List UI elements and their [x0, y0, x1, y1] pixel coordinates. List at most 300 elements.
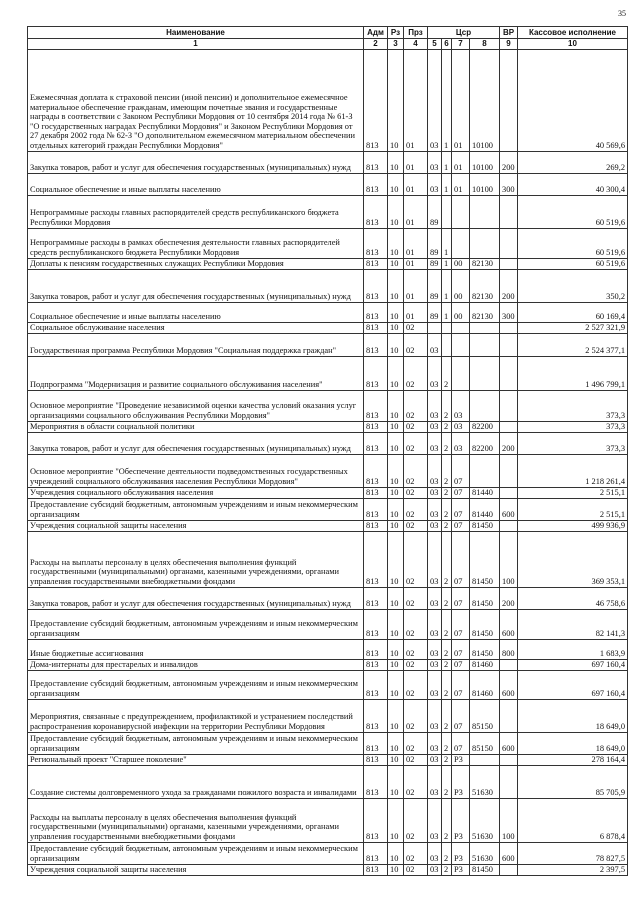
vr-cell	[500, 258, 518, 269]
table-row	[28, 258, 628, 269]
vr-cell	[500, 487, 518, 498]
csr-direction-cell: 82130	[470, 269, 500, 302]
page-number: 35	[618, 9, 626, 18]
csr-event-cell: 00	[452, 258, 470, 269]
csr-program-cell: 89	[428, 269, 442, 302]
table-row	[28, 333, 628, 356]
adm-cell: 813	[364, 520, 388, 531]
csr-direction-cell: 82200	[470, 421, 500, 432]
csr-event-cell: P3	[452, 842, 470, 864]
csr-subprogram-cell	[442, 333, 452, 356]
amount-cell: 40 569,6	[518, 49, 628, 151]
column-number: 6	[442, 39, 452, 50]
rz-cell: 10	[388, 269, 404, 302]
table-row	[28, 269, 628, 302]
prz-cell: 02	[404, 333, 428, 356]
vr-cell: 800	[500, 639, 518, 659]
prz-cell: 02	[404, 498, 428, 520]
adm-cell: 813	[364, 421, 388, 432]
vr-cell: 600	[500, 609, 518, 639]
csr-direction-cell: 10100	[470, 173, 500, 195]
prz-cell: 02	[404, 659, 428, 670]
csr-subprogram-cell: 2	[442, 454, 452, 487]
csr-direction-cell: 81450	[470, 531, 500, 587]
amount-cell: 60 169,4	[518, 302, 628, 322]
table-row	[28, 732, 628, 754]
table-row	[28, 390, 628, 421]
row-name-cell: Иные бюджетные ассигнования	[28, 639, 364, 659]
csr-subprogram-cell	[442, 322, 452, 333]
header-adm: Адм	[364, 27, 388, 39]
csr-direction-cell	[470, 454, 500, 487]
prz-cell: 01	[404, 258, 428, 269]
csr-program-cell: 03	[428, 670, 442, 699]
table-row	[28, 151, 628, 173]
row-name-cell: Государственная программа Республики Мордовия "Социальная поддержка граждан"	[28, 333, 364, 356]
rz-cell: 10	[388, 659, 404, 670]
rz-cell: 10	[388, 49, 404, 151]
row-name-cell: Закупка товаров, работ и услуг для обеспечения государственных (муниципальных) нужд	[28, 432, 364, 454]
adm-cell: 813	[364, 732, 388, 754]
vr-cell	[500, 699, 518, 732]
amount-cell: 2 524 377,1	[518, 333, 628, 356]
csr-direction-cell: 51630	[470, 765, 500, 798]
table-body	[28, 49, 628, 875]
row-name-cell: Предоставление субсидий бюджетным, автономным учреждениям и иным некоммерческим организациям	[28, 670, 364, 699]
prz-cell: 02	[404, 487, 428, 498]
prz-cell: 01	[404, 49, 428, 151]
csr-program-cell: 03	[428, 49, 442, 151]
amount-cell: 697 160,4	[518, 670, 628, 699]
adm-cell: 813	[364, 432, 388, 454]
row-name-cell: Закупка товаров, работ и услуг для обеспечения государственных (муниципальных) нужд	[28, 269, 364, 302]
vr-cell	[500, 333, 518, 356]
csr-event-cell: 01	[452, 49, 470, 151]
adm-cell: 813	[364, 258, 388, 269]
table-row	[28, 454, 628, 487]
column-number-row	[28, 39, 628, 50]
adm-cell: 813	[364, 356, 388, 390]
rz-cell: 10	[388, 520, 404, 531]
prz-cell: 02	[404, 520, 428, 531]
csr-program-cell: 03	[428, 699, 442, 732]
table-row	[28, 765, 628, 798]
csr-direction-cell: 81440	[470, 498, 500, 520]
row-name-cell: Предоставление субсидий бюджетным, автономным учреждениям и иным некоммерческим организациям	[28, 732, 364, 754]
csr-direction-cell: 10100	[470, 151, 500, 173]
vr-cell	[500, 454, 518, 487]
rz-cell: 10	[388, 670, 404, 699]
header-amount: Кассовое исполнение	[518, 27, 628, 39]
row-name-cell: Предоставление субсидий бюджетным, автономным учреждениям и иным некоммерческим организациям	[28, 609, 364, 639]
csr-event-cell: P3	[452, 798, 470, 842]
csr-program-cell: 03	[428, 356, 442, 390]
amount-cell: 85 705,9	[518, 765, 628, 798]
csr-event-cell	[452, 333, 470, 356]
csr-direction-cell: 51630	[470, 842, 500, 864]
csr-subprogram-cell: 2	[442, 520, 452, 531]
adm-cell: 813	[364, 302, 388, 322]
prz-cell: 02	[404, 609, 428, 639]
vr-cell	[500, 864, 518, 875]
vr-cell	[500, 421, 518, 432]
csr-program-cell: 03	[428, 765, 442, 798]
table-row	[28, 173, 628, 195]
row-name-cell: Учреждения социального обслуживания населения	[28, 487, 364, 498]
rz-cell: 10	[388, 432, 404, 454]
csr-event-cell: 07	[452, 531, 470, 587]
adm-cell: 813	[364, 864, 388, 875]
csr-program-cell: 03	[428, 639, 442, 659]
prz-cell: 02	[404, 587, 428, 609]
csr-direction-cell: 81450	[470, 587, 500, 609]
csr-event-cell: 07	[452, 609, 470, 639]
vr-cell: 200	[500, 587, 518, 609]
rz-cell: 10	[388, 699, 404, 732]
csr-event-cell: 07	[452, 487, 470, 498]
csr-event-cell	[452, 195, 470, 228]
csr-direction-cell: 82130	[470, 302, 500, 322]
table-row	[28, 659, 628, 670]
amount-cell: 278 164,4	[518, 754, 628, 765]
row-name-cell: Социальное обеспечение и иные выплаты населению	[28, 302, 364, 322]
csr-event-cell: 07	[452, 732, 470, 754]
header-csr: Цср	[428, 27, 500, 39]
vr-cell	[500, 322, 518, 333]
csr-direction-cell: 51630	[470, 798, 500, 842]
csr-direction-cell	[470, 322, 500, 333]
adm-cell: 813	[364, 754, 388, 765]
amount-cell: 369 353,1	[518, 531, 628, 587]
header-rz: Рз	[388, 27, 404, 39]
csr-program-cell: 03	[428, 842, 442, 864]
csr-program-cell: 89	[428, 228, 442, 258]
csr-event-cell: 07	[452, 639, 470, 659]
csr-subprogram-cell: 1	[442, 151, 452, 173]
vr-cell	[500, 754, 518, 765]
rz-cell: 10	[388, 322, 404, 333]
vr-cell	[500, 659, 518, 670]
csr-program-cell: 03	[428, 421, 442, 432]
csr-direction-cell: 82130	[470, 258, 500, 269]
amount-cell: 2 527 321,9	[518, 322, 628, 333]
csr-subprogram-cell: 2	[442, 498, 452, 520]
prz-cell: 02	[404, 842, 428, 864]
rz-cell: 10	[388, 228, 404, 258]
amount-cell: 1 218 261,4	[518, 454, 628, 487]
csr-subprogram-cell: 1	[442, 49, 452, 151]
row-name-cell: Дома-интернаты для престарелых и инвалидов	[28, 659, 364, 670]
csr-subprogram-cell: 2	[442, 765, 452, 798]
vr-cell	[500, 195, 518, 228]
amount-cell: 1 683,9	[518, 639, 628, 659]
adm-cell: 813	[364, 699, 388, 732]
csr-program-cell: 03	[428, 659, 442, 670]
adm-cell: 813	[364, 487, 388, 498]
prz-cell: 02	[404, 531, 428, 587]
amount-cell: 46 758,6	[518, 587, 628, 609]
prz-cell: 01	[404, 151, 428, 173]
row-name-cell: Подпрограмма "Модернизация и развитие социального обслуживания населения"	[28, 356, 364, 390]
amount-cell: 2 515,1	[518, 498, 628, 520]
amount-cell: 697 160,4	[518, 659, 628, 670]
rz-cell: 10	[388, 173, 404, 195]
row-name-cell: Расходы на выплаты персоналу в целях обеспечения выполнения функций государственными (муниципальными) органами, казенными учреждениями, органами управления государственными внебюджетными фондами	[28, 531, 364, 587]
adm-cell: 813	[364, 531, 388, 587]
adm-cell: 813	[364, 49, 388, 151]
prz-cell: 02	[404, 322, 428, 333]
adm-cell: 813	[364, 587, 388, 609]
csr-subprogram-cell: 2	[442, 699, 452, 732]
csr-direction-cell: 81460	[470, 670, 500, 699]
csr-direction-cell: 81450	[470, 609, 500, 639]
vr-cell: 600	[500, 670, 518, 699]
csr-subprogram-cell: 2	[442, 659, 452, 670]
vr-cell: 200	[500, 432, 518, 454]
row-name-cell: Предоставление субсидий бюджетным, автономным учреждениям и иным некоммерческим организациям	[28, 498, 364, 520]
rz-cell: 10	[388, 798, 404, 842]
rz-cell: 10	[388, 498, 404, 520]
csr-event-cell: 07	[452, 498, 470, 520]
csr-subprogram-cell: 2	[442, 670, 452, 699]
csr-event-cell	[452, 356, 470, 390]
csr-program-cell: 03	[428, 173, 442, 195]
csr-direction-cell	[470, 356, 500, 390]
amount-cell: 373,3	[518, 390, 628, 421]
csr-direction-cell: 85150	[470, 699, 500, 732]
csr-event-cell: 07	[452, 587, 470, 609]
csr-event-cell: 07	[452, 454, 470, 487]
prz-cell: 01	[404, 302, 428, 322]
csr-program-cell: 03	[428, 432, 442, 454]
amount-cell: 6 878,4	[518, 798, 628, 842]
adm-cell: 813	[364, 639, 388, 659]
rz-cell: 10	[388, 390, 404, 421]
table-row	[28, 421, 628, 432]
csr-subprogram-cell: 2	[442, 798, 452, 842]
csr-program-cell: 89	[428, 302, 442, 322]
csr-subprogram-cell: 2	[442, 864, 452, 875]
table-row	[28, 49, 628, 151]
column-number: 7	[452, 39, 470, 50]
table-row	[28, 487, 628, 498]
column-number: 9	[500, 39, 518, 50]
csr-subprogram-cell: 2	[442, 432, 452, 454]
prz-cell: 02	[404, 732, 428, 754]
csr-direction-cell: 10100	[470, 49, 500, 151]
prz-cell: 02	[404, 432, 428, 454]
amount-cell: 2 515,1	[518, 487, 628, 498]
adm-cell: 813	[364, 498, 388, 520]
vr-cell: 600	[500, 732, 518, 754]
table-row	[28, 356, 628, 390]
csr-direction-cell: 81450	[470, 520, 500, 531]
table-row	[28, 670, 628, 699]
amount-cell: 18 649,0	[518, 699, 628, 732]
rz-cell: 10	[388, 639, 404, 659]
csr-event-cell: 01	[452, 151, 470, 173]
adm-cell: 813	[364, 322, 388, 333]
adm-cell: 813	[364, 670, 388, 699]
vr-cell: 200	[500, 151, 518, 173]
amount-cell: 60 519,6	[518, 258, 628, 269]
csr-event-cell	[452, 228, 470, 258]
row-name-cell: Мероприятия в области социальной политики	[28, 421, 364, 432]
amount-cell: 373,3	[518, 432, 628, 454]
csr-direction-cell: 85150	[470, 732, 500, 754]
amount-cell: 60 519,6	[518, 228, 628, 258]
table-row	[28, 228, 628, 258]
vr-cell: 200	[500, 269, 518, 302]
table-row	[28, 699, 628, 732]
amount-cell: 18 649,0	[518, 732, 628, 754]
csr-program-cell: 03	[428, 864, 442, 875]
header-name: Наименование	[28, 27, 364, 39]
rz-cell: 10	[388, 195, 404, 228]
csr-event-cell: 00	[452, 302, 470, 322]
adm-cell: 813	[364, 454, 388, 487]
amount-cell: 1 496 799,1	[518, 356, 628, 390]
csr-direction-cell	[470, 228, 500, 258]
vr-cell	[500, 356, 518, 390]
table-row	[28, 498, 628, 520]
prz-cell: 01	[404, 228, 428, 258]
prz-cell: 02	[404, 454, 428, 487]
csr-event-cell	[452, 322, 470, 333]
csr-program-cell: 03	[428, 609, 442, 639]
row-name-cell: Социальное обслуживание населения	[28, 322, 364, 333]
row-name-cell: Предоставление субсидий бюджетным, автономным учреждениям и иным некоммерческим организациям	[28, 842, 364, 864]
csr-direction-cell	[470, 195, 500, 228]
vr-cell	[500, 390, 518, 421]
rz-cell: 10	[388, 333, 404, 356]
csr-event-cell: 07	[452, 659, 470, 670]
csr-direction-cell	[470, 390, 500, 421]
column-number: 2	[364, 39, 388, 50]
amount-cell: 373,3	[518, 421, 628, 432]
table-row	[28, 520, 628, 531]
table-row	[28, 864, 628, 875]
rz-cell: 10	[388, 732, 404, 754]
rz-cell: 10	[388, 258, 404, 269]
row-name-cell: Доплаты к пенсиям государственных служащих Республики Мордовия	[28, 258, 364, 269]
csr-direction-cell: 81450	[470, 864, 500, 875]
column-number: 5	[428, 39, 442, 50]
prz-cell: 02	[404, 699, 428, 732]
csr-subprogram-cell: 2	[442, 531, 452, 587]
csr-program-cell: 03	[428, 390, 442, 421]
amount-cell: 2 397,5	[518, 864, 628, 875]
rz-cell: 10	[388, 356, 404, 390]
adm-cell: 813	[364, 842, 388, 864]
amount-cell: 60 519,6	[518, 195, 628, 228]
vr-cell	[500, 49, 518, 151]
adm-cell: 813	[364, 333, 388, 356]
csr-program-cell: 03	[428, 754, 442, 765]
csr-program-cell: 03	[428, 498, 442, 520]
csr-event-cell: P3	[452, 754, 470, 765]
csr-program-cell: 03	[428, 798, 442, 842]
csr-subprogram-cell: 2	[442, 609, 452, 639]
row-name-cell: Основное мероприятие "Обеспечение деятельности подведомственных государственных учреждений социального обслуживания населения Республики Мордовия"	[28, 454, 364, 487]
prz-cell: 02	[404, 864, 428, 875]
prz-cell: 01	[404, 269, 428, 302]
prz-cell: 02	[404, 356, 428, 390]
table-row	[28, 302, 628, 322]
rz-cell: 10	[388, 302, 404, 322]
vr-cell: 300	[500, 173, 518, 195]
row-name-cell: Непрограммные расходы в рамках обеспечения деятельности главных распорядителей средств республиканского бюджета Республики Мордовия	[28, 228, 364, 258]
adm-cell: 813	[364, 609, 388, 639]
csr-subprogram-cell: 2	[442, 754, 452, 765]
csr-direction-cell: 81450	[470, 639, 500, 659]
row-name-cell: Основное мероприятие "Проведение независимой оценки качества условий оказания услуг организациями социального обслуживания Республики Мордовия"	[28, 390, 364, 421]
rz-cell: 10	[388, 842, 404, 864]
csr-subprogram-cell: 2	[442, 639, 452, 659]
csr-program-cell: 03	[428, 531, 442, 587]
row-name-cell: Непрограммные расходы главных распорядителей средств республиканского бюджета Республики Мордовия	[28, 195, 364, 228]
row-name-cell: Региональный проект "Старшее поколение"	[28, 754, 364, 765]
rz-cell: 10	[388, 587, 404, 609]
amount-cell: 350,2	[518, 269, 628, 302]
row-name-cell: Расходы на выплаты персоналу в целях обеспечения выполнения функций государственными (муниципальными) органами, казенными учреждениями, органами управления государственными внебюджетными фондами	[28, 798, 364, 842]
csr-event-cell: 07	[452, 699, 470, 732]
csr-program-cell: 03	[428, 487, 442, 498]
adm-cell: 813	[364, 228, 388, 258]
column-number: 3	[388, 39, 404, 50]
csr-subprogram-cell: 2	[442, 487, 452, 498]
prz-cell: 01	[404, 195, 428, 228]
prz-cell: 02	[404, 798, 428, 842]
amount-cell: 499 936,9	[518, 520, 628, 531]
csr-subprogram-cell: 1	[442, 302, 452, 322]
vr-cell: 600	[500, 842, 518, 864]
table-row	[28, 432, 628, 454]
csr-program-cell: 89	[428, 195, 442, 228]
column-number: 1	[28, 39, 364, 50]
table-row	[28, 587, 628, 609]
prz-cell: 02	[404, 670, 428, 699]
csr-program-cell: 03	[428, 520, 442, 531]
budget-table	[27, 26, 628, 876]
amount-cell: 78 827,5	[518, 842, 628, 864]
csr-event-cell: 01	[452, 173, 470, 195]
csr-program-cell: 03	[428, 333, 442, 356]
column-number: 10	[518, 39, 628, 50]
csr-event-cell: 07	[452, 670, 470, 699]
amount-cell: 40 300,4	[518, 173, 628, 195]
rz-cell: 10	[388, 454, 404, 487]
csr-subprogram-cell: 1	[442, 269, 452, 302]
header-row	[28, 27, 628, 39]
rz-cell: 10	[388, 487, 404, 498]
table-row	[28, 754, 628, 765]
csr-direction-cell: 81460	[470, 659, 500, 670]
vr-cell	[500, 228, 518, 258]
table-row	[28, 798, 628, 842]
vr-cell	[500, 520, 518, 531]
rz-cell: 10	[388, 151, 404, 173]
csr-subprogram-cell: 2	[442, 842, 452, 864]
vr-cell	[500, 765, 518, 798]
csr-subprogram-cell: 2	[442, 390, 452, 421]
vr-cell: 300	[500, 302, 518, 322]
column-number: 8	[470, 39, 500, 50]
csr-subprogram-cell: 1	[442, 228, 452, 258]
csr-program-cell: 89	[428, 258, 442, 269]
table-row	[28, 531, 628, 587]
csr-program-cell: 03	[428, 732, 442, 754]
